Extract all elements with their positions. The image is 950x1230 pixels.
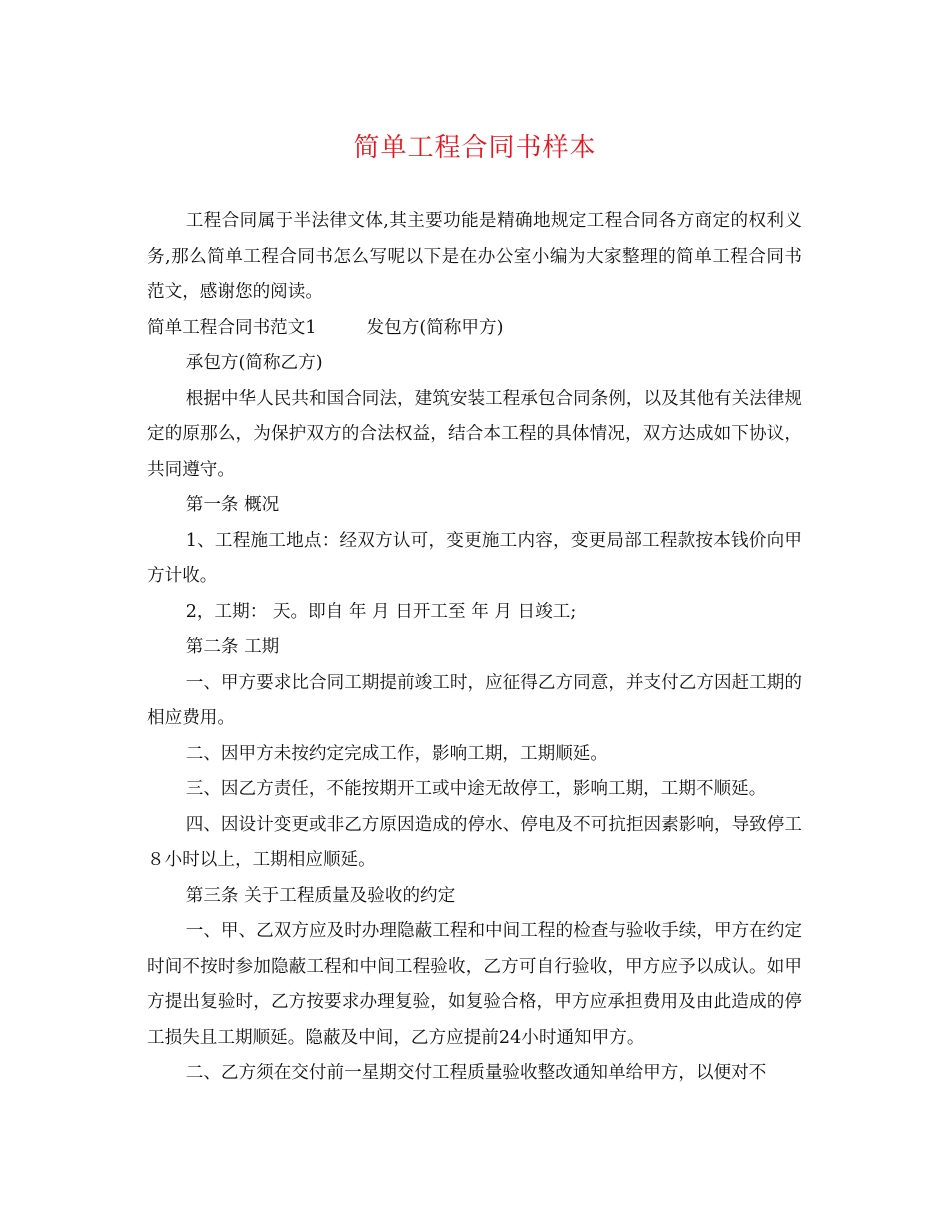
party-a: 发包方(简称甲方) <box>366 317 504 338</box>
sample-heading: 简单工程合同书范文1 <box>147 317 317 338</box>
intro-paragraph: 工程合同属于半法律文体,其主要功能是精确地规定工程合同各方商定的权利义务,那么简单工程合同书怎么写呢以下是在办公室小编为大家整理的简单工程合同书范文，感谢您的阅读。 <box>147 211 802 302</box>
article-1-item: 2，工期： 天。即自 年 月 日开工至 年 月 日竣工; <box>185 601 577 622</box>
article-2-item: 二、因甲方未按约定完成工作，影响工期，工期顺延。 <box>185 743 608 764</box>
article-3-item: 一、甲、乙双方应及时办理隐蔽工程和中间工程的检查与验收手续，甲方在约定时间不按时参加隐蔽工程和中间工程验收，乙方可自行验收，甲方应予以成认。如甲方提出复验时，乙方按要求办理复验，如复验合格，甲方应承担费用及由此造成的停工损失且工期顺延。隐蔽及中间，乙方应提前24小时通知甲方。 <box>147 921 802 1048</box>
article-2-item: 四、因设计变更或非乙方原因造成的停水、停电及不可抗拒因素影响，导致停工８小时以上，工期相应顺延。 <box>147 814 802 870</box>
preamble-paragraph: 根据中华人民共和国合同法，建筑安装工程承包合同条例，以及其他有关法律规定的原那么，为保护双方的合法权益，结合本工程的具体情况，双方达成如下协议，共同遵守。 <box>147 388 802 480</box>
document-title: 简单工程合同书样本 <box>353 133 597 163</box>
party-b: 承包方(简称乙方) <box>185 353 323 373</box>
article-2-item: 三、因乙方责任，不能按期开工或中途无故停工，影响工期，工期不顺延。 <box>185 779 767 799</box>
article-3-item: 二、乙方须在交付前一星期交付工程质量验收整改通知单给甲方，以便对不 <box>185 1063 767 1083</box>
sample-heading-line <box>147 311 802 347</box>
article-3-heading: 第三条 关于工程质量及验收的约定 <box>185 885 456 906</box>
article-1-item: 1、工程施工地点：经双方认可，变更施工内容，变更局部工程款按本钱价向甲方计收。 <box>147 530 802 586</box>
article-2-heading: 第二条 工期 <box>185 637 280 657</box>
article-1-heading: 第一条 概况 <box>185 495 280 515</box>
article-2-item: 一、甲方要求比合同工期提前竣工时，应征得乙方同意，并支付乙方因赶工期的相应费用。 <box>147 672 802 728</box>
document-body <box>147 204 802 1092</box>
